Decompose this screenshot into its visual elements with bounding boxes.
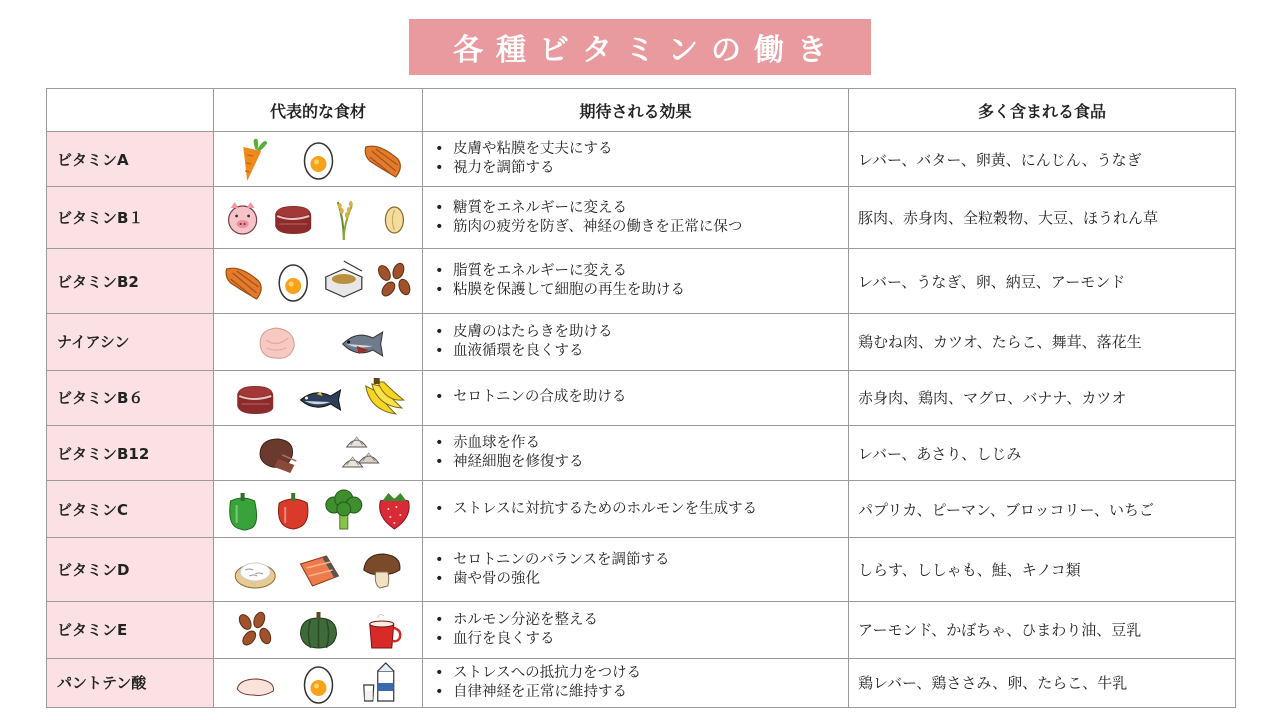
almonds-icon	[237, 611, 273, 648]
salmon-icon	[301, 556, 339, 586]
effects-list	[433, 434, 848, 472]
effect-item: • ホルモン分泌を整える	[433, 611, 848, 630]
shirasu-icon	[235, 563, 275, 588]
effects-list	[433, 500, 848, 519]
effects-cell	[423, 187, 849, 248]
table-row	[47, 602, 1236, 658]
food-icon-strip	[214, 486, 423, 532]
vitamin-name: ビタミンB１	[47, 187, 214, 248]
boiled-egg-icon	[305, 143, 333, 179]
table-row	[47, 658, 1236, 707]
food-icons	[214, 481, 423, 537]
table-row	[47, 132, 1236, 187]
header-foods: 代表的な食材	[214, 89, 423, 132]
food-sources: 鶏レバー、鶏ささみ、卵、たらこ、牛乳	[849, 658, 1236, 707]
food-icon-strip	[214, 319, 423, 365]
effects-cell	[423, 314, 849, 370]
vitamin-name: ビタミンB６	[47, 370, 214, 425]
food-sources: アーモンド、かぼちゃ、ひまわり油、豆乳	[849, 602, 1236, 658]
effect-item: • 歯や骨の強化	[433, 570, 848, 589]
vitamin-name: ビタミンC	[47, 481, 214, 537]
red-meat-icon	[237, 386, 273, 414]
eel-icon	[226, 268, 261, 299]
food-icons	[214, 248, 423, 313]
food-icon-strip	[214, 660, 423, 706]
effect-item: • 血行を良くする	[433, 630, 848, 649]
vitamin-name: ビタミンB12	[47, 426, 214, 481]
effect-item: • 脂質をエネルギーに変える	[433, 262, 848, 281]
table-row	[47, 426, 1236, 481]
food-icon-strip	[214, 258, 423, 304]
carrot-icon	[243, 139, 267, 181]
broccoli-icon	[326, 490, 362, 529]
red-meat-icon	[275, 206, 311, 234]
food-sources: しらす、ししゃも、鮭、キノコ類	[849, 537, 1236, 601]
effects-cell	[423, 370, 849, 425]
pig-icon	[229, 202, 257, 234]
almonds-icon	[376, 262, 412, 299]
effect-item: • 粘膜を保護して細胞の再生を助ける	[433, 281, 848, 300]
eel-icon	[365, 146, 400, 177]
soybean-icon	[385, 207, 403, 233]
effect-item: • ストレスへの抵抗力をつける	[433, 664, 848, 683]
soy-milk-cup-icon	[370, 614, 400, 648]
table-row	[47, 187, 1236, 248]
food-icon-strip	[214, 547, 423, 593]
effects-list	[433, 262, 848, 300]
food-icons	[214, 426, 423, 481]
page-title: 各種ビタミンの働き	[453, 33, 840, 68]
food-sources: レバー、あさり、しじみ	[849, 426, 1236, 481]
table-row	[47, 248, 1236, 313]
effects-list	[433, 551, 848, 589]
food-icon-strip	[214, 430, 423, 476]
food-icons	[214, 602, 423, 658]
effects-cell	[423, 426, 849, 481]
bonito-icon	[343, 332, 383, 356]
table-row	[47, 481, 1236, 537]
natto-pack-icon	[326, 261, 362, 297]
header-vitamin	[47, 89, 214, 132]
effect-item: • 視力を調節する	[433, 159, 848, 178]
clams-icon	[343, 437, 379, 467]
effect-item: • 自律神経を正常に維持する	[433, 683, 848, 702]
pumpkin-icon	[301, 612, 337, 648]
effects-cell	[423, 132, 849, 187]
effects-cell	[423, 537, 849, 601]
mushroom-icon	[364, 554, 400, 588]
food-icons	[214, 537, 423, 601]
header-row	[47, 89, 1236, 132]
strawberry-icon	[380, 493, 409, 529]
green-pepper-icon	[230, 493, 257, 530]
table-row	[47, 537, 1236, 601]
vitamin-name: ビタミンA	[47, 132, 214, 187]
effects-list	[433, 140, 848, 178]
chicken-breast-icon	[260, 328, 294, 358]
tuna-icon	[301, 390, 341, 410]
effects-cell	[423, 658, 849, 707]
page-title-banner	[409, 19, 871, 75]
vitamin-name: ナイアシン	[47, 314, 214, 370]
effect-item: • 血液循環を良くする	[433, 342, 848, 361]
food-icon-strip	[214, 136, 423, 182]
food-icons	[214, 132, 423, 187]
effect-item: • 神経細胞を修復する	[433, 453, 848, 472]
effect-item: • 皮膚や粘膜を丈夫にする	[433, 140, 848, 159]
vitamin-name: パントテン酸	[47, 658, 214, 707]
food-sources: パプリカ、ピーマン、ブロッコリー、いちご	[849, 481, 1236, 537]
effects-list	[433, 611, 848, 649]
red-paprika-icon	[278, 493, 307, 529]
vitamin-name: ビタミンE	[47, 602, 214, 658]
effects-cell	[423, 481, 849, 537]
food-sources: 鶏むね肉、カツオ、たらこ、舞茸、落花生	[849, 314, 1236, 370]
food-sources: レバー、うなぎ、卵、納豆、アーモンド	[849, 248, 1236, 313]
chicken-fillet-icon	[237, 679, 273, 696]
effect-item: • ストレスに対抗するためのホルモンを生成する	[433, 500, 848, 519]
effects-list	[433, 323, 848, 361]
food-sources: 豚肉、赤身肉、全粒穀物、大豆、ほうれん草	[849, 187, 1236, 248]
effects-list	[433, 199, 848, 237]
food-icon-strip	[214, 195, 423, 241]
effects-list	[433, 664, 848, 702]
effects-cell	[423, 248, 849, 313]
liver-icon	[260, 439, 296, 473]
food-icon-strip	[214, 375, 423, 421]
food-icons	[214, 314, 423, 370]
effect-item: • 筋肉の疲労を防ぎ、神経の働きを正常に保つ	[433, 218, 848, 237]
vitamin-name: ビタミンD	[47, 537, 214, 601]
effect-item: • 皮膚のはたらきを助ける	[433, 323, 848, 342]
table-row	[47, 370, 1236, 425]
header-effects: 期待される効果	[423, 89, 849, 132]
effects-list	[433, 388, 848, 407]
food-icon-strip	[214, 607, 423, 653]
effects-cell	[423, 602, 849, 658]
food-icons	[214, 370, 423, 425]
effect-item: • セロトニンのバランスを調節する	[433, 551, 848, 570]
food-sources: レバー、バター、卵黄、にんじん、うなぎ	[849, 132, 1236, 187]
food-sources: 赤身肉、鶏肉、マグロ、バナナ、カツオ	[849, 370, 1236, 425]
food-icons	[214, 187, 423, 248]
food-icons	[214, 658, 423, 707]
effect-item: • 糖質をエネルギーに変える	[433, 199, 848, 218]
table-row	[47, 314, 1236, 370]
boiled-egg-icon	[305, 667, 333, 703]
banana-icon	[366, 378, 404, 414]
header-sources: 多く含まれる食品	[849, 89, 1236, 132]
effect-item: • セロトニンの合成を助ける	[433, 388, 848, 407]
milk-icon	[364, 663, 394, 701]
rice-plant-icon	[338, 201, 353, 240]
boiled-egg-icon	[279, 265, 307, 301]
vitamin-table	[46, 88, 1236, 708]
effect-item: • 赤血球を作る	[433, 434, 848, 453]
vitamin-name: ビタミンB2	[47, 248, 214, 313]
